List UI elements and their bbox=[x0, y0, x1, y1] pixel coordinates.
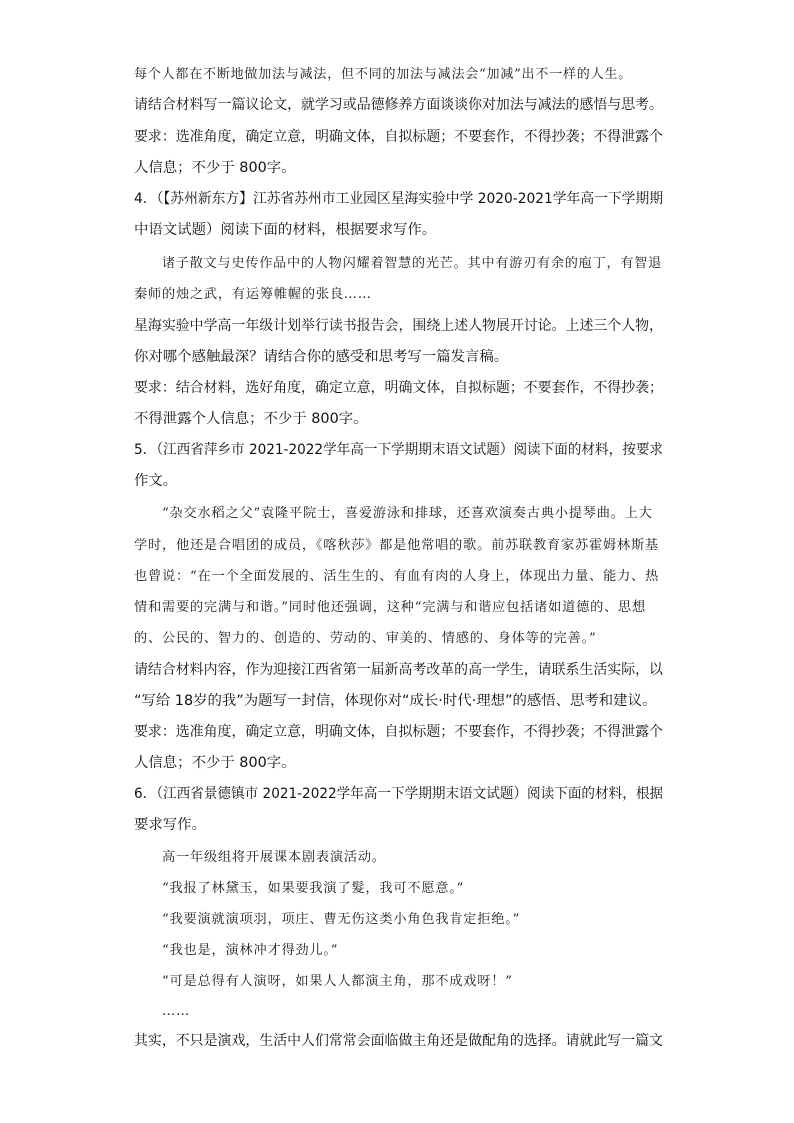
quote-line: 高一年级组将开展课本剧表演活动。 bbox=[162, 850, 386, 865]
text-line: 人信息；不少于 800字。 bbox=[134, 755, 296, 771]
text-line: 中语文试题）阅读下面的材料，根据要求写作。 bbox=[134, 222, 437, 238]
quote-line: 学时，他还是合唱团的成员，《喀秋莎》都是他常唱的歌。前苏联教育家苏霍姆林斯基 bbox=[134, 538, 659, 553]
text-line: 作文。 bbox=[134, 473, 178, 489]
quote-line: 也曾说：“在一个全面发展的、活生生的、有血有肉的人身上，体现出力量、能力、热 bbox=[134, 569, 660, 584]
text-line: 要求：选准角度，确定立意，明确文体，自拟标题；不要套作，不得抄袭；不得泄露个 bbox=[134, 724, 663, 740]
quote-line: “可是总得有人演呀，如果人人都演主角，那不成戏呀！” bbox=[162, 974, 513, 989]
quote-line: “我报了林黛玉，如果要我演了髮，我可不愿意。” bbox=[162, 881, 465, 896]
quote-line: 秦师的烛之武，有运筹帷幄的张良…… bbox=[134, 287, 372, 302]
text-line: 请结合材料内容，作为迎接江西省第一届新高考改革的高一学生，请联系生活实际，以 bbox=[134, 662, 663, 678]
question-heading: 6．（江西省景德镇市 2021-2022学年高一下学期期末语文试题）阅读下面的材料，根据 bbox=[134, 786, 664, 802]
quote-line: “我要演就演项羽，项庄、曹无伤这类小角色我肯定拒绝。” bbox=[162, 912, 521, 927]
text-line: 不得泄露个人信息；不少于 800字。 bbox=[134, 411, 368, 427]
quote-line: 诸子散文与史传作品中的人物闪耀着智慧的光芒。其中有游刃有余的庖丁，有智退 bbox=[162, 256, 663, 271]
text-line: 要求：选准角度，确定立意，明确文体，自拟标题；不要套作，不得抄袭；不得泄露个 bbox=[134, 129, 663, 145]
text-line: “写给 18岁的我”为题写一封信，体现你对“成长·时代·理想”的感悟、思考和建议。 bbox=[134, 693, 657, 709]
question-heading: 4．（【苏州新东方】江苏省苏州市工业园区星海实验中学 2020-2021学年高一下学期期 bbox=[134, 191, 664, 207]
quote-line: “杂交水稻之父”袁隆平院士，喜爱游泳和排球，还喜欢演奏古典小提琴曲。上大 bbox=[162, 506, 653, 521]
question-heading: 5．（江西省萍乡市 2021-2022学年高一下学期期末语文试题）阅读下面的材料，按要求 bbox=[134, 442, 664, 458]
text-line: 人信息；不少于 800字。 bbox=[134, 160, 296, 176]
text-line: 要求写作。 bbox=[134, 817, 206, 833]
quote-line: 的、公民的、智力的、创造的、劳动的、审美的、情感的、身体等的完善。” bbox=[134, 631, 597, 646]
text-line: 每个人都在不断地做加法与减法，但不同的加法与减法会“加减”出不一样的人生。 bbox=[134, 67, 632, 82]
quote-line: 情和需要的完满与和谐。”同时他还强调，这种“完满与和谐应包括诸如道德的、思想 bbox=[134, 600, 647, 615]
quote-line: “我也是，演林冲才得劲儿。” bbox=[162, 943, 339, 958]
text-line: 要求：结合材料，选好角度，确定立意，明确文体，自拟标题；不要套作，不得抄袭； bbox=[134, 380, 663, 396]
ellipsis: …… bbox=[162, 1004, 190, 1019]
text-line: 你对哪个感触最深？请结合你的感受和思考写一篇发言稿。 bbox=[134, 349, 509, 365]
text-line: 请结合材料写一篇议论文，就学习或品德修养方面谈谈你对加法与减法的感悟与思考。 bbox=[134, 97, 663, 113]
text-line: 其实，不只是演戏，生活中人们常常会面临做主角还是做配角的选择。请就此写一篇文 bbox=[134, 1033, 663, 1049]
text-line: 星海实验中学高一年级计划举行读书报告会，围绕上述人物展开讨论。上述三个人物， bbox=[134, 318, 663, 334]
